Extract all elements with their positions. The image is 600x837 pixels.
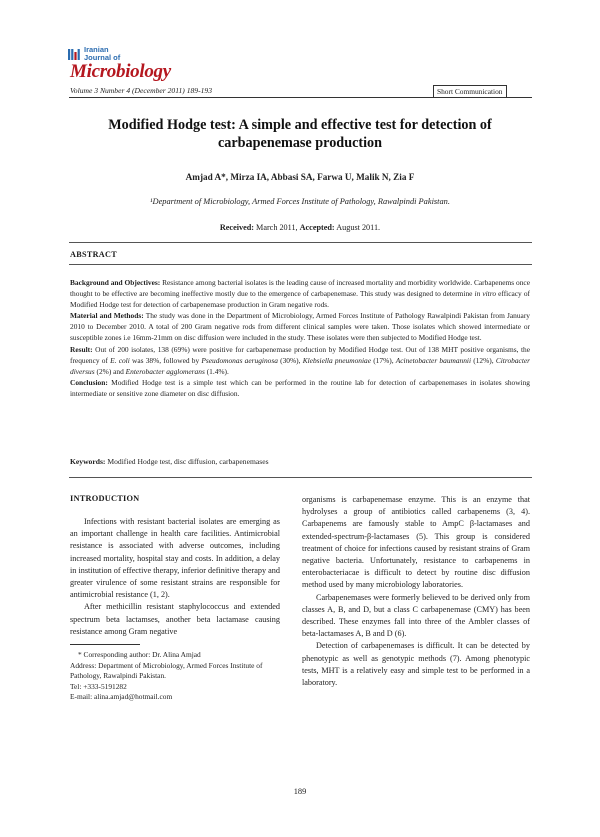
received-date: March 2011, (256, 223, 298, 232)
organism-klebsiella: Klebsiella pneumoniae (302, 355, 371, 365)
logo-line-journal-of: Journal of (84, 53, 121, 62)
result-text-g: (1.4%). (206, 366, 229, 376)
corresponding-author-footnote (70, 650, 292, 703)
abstract-top-rule (69, 242, 532, 243)
right-column (302, 494, 530, 689)
abstract-heading: ABSTRACT (70, 250, 117, 259)
author-email: E-mail: alina.amjad@hotmail.com (70, 692, 173, 702)
accepted-label: Accepted: (299, 223, 335, 232)
author-address: Address: Department of Microbiology, Armed Forces Institute of Pathology, Rawalpindi Pakistan. (70, 660, 263, 681)
background-label: Background and Objectives: (70, 278, 161, 287)
result-text-a: Out of 200 isolates, 138 (69%) were positive for carbapenemase production by Modified Hodge test. Out of 138 MHT positive organisms, the frequency of (70, 344, 530, 365)
title-line-2: carbapenemase production (217, 135, 383, 151)
header-divider (69, 97, 532, 98)
organism-enterobacter: Enterobacter agglomerans (125, 366, 205, 376)
title-line-1: Modified Hodge test: A simple and effective test for detection of (108, 117, 492, 133)
background-text-end: efficacy of Modified Hodge test for detection of carbapenemase production in Gram negative rods. (70, 289, 530, 310)
received-label: Received: (219, 223, 254, 232)
journal-logo-text (84, 46, 120, 62)
affiliation: ¹Department of Microbiology, Armed Forces Institute of Pathology, Rawalpindi Pakistan. (150, 197, 450, 206)
article-title (60, 116, 540, 152)
footnote-rule (70, 644, 140, 645)
methods-label: Material and Methods: (70, 311, 144, 321)
volume-line: Volume 3 Number 4 (December 2011) 189-193 (70, 86, 212, 95)
intro-right-paragraph-3: Detection of carbapenemases is difficult. It can be detected by phenotypic as well as genotypic methods (7). Among phenotypic tests, MHT is a relatively easy and simple test to be performed in a laboratory. (302, 641, 530, 688)
abstract-result (70, 344, 530, 377)
article-type-badge: Short Communication (433, 85, 507, 98)
journal-name: Microbiology (70, 61, 171, 82)
conclusion-text: Modified Hodge test is a simple test which can be performed in the routine lab for detection of carbapenemases in isolates showing intermediate or sensitive zone diameter on disc diffusion. (70, 377, 530, 398)
intro-paragraph-2: After methicillin resistant staphylococcus and extended spectrum beta lactamses, another beta lactamase causing resistance among Gram negative (70, 602, 280, 636)
page-number: 189 (293, 787, 307, 796)
corresponding-author: * Corresponding author: Dr. Alina Amjad (78, 650, 201, 659)
keywords-label: Keywords: (70, 457, 106, 466)
organism-pseudomonas: Pseudomonas aeruginosa (201, 355, 278, 365)
abstract-body (70, 277, 530, 399)
methods-text: The study was done in the Department of Microbiology, Armed Forces Institute of Pathology Rawalpindi Pakistan from January 2010 to December 2010. A total of 200 Gram negative rods from different clinical samples were taken. Those isolates which showed intermediate or susceptible zones i.e 16mm-21mm on disc diffusion were included in the study. These isolates were then subjected to Modified Hodge test. (70, 311, 530, 343)
left-column (70, 516, 280, 638)
accepted-date: August 2011. (336, 223, 381, 232)
organism-ecoli: E. coli (110, 355, 130, 365)
journal-logo-icon (68, 48, 82, 61)
keywords-rule (69, 477, 532, 478)
background-text: Resistance among bacterial isolates is the leading cause of increased mortality and morbidity worldwide. Carbapenems once thought to be effective are becoming ineffective mostly due to the emergence of carbapenemase. This study was designed to determine (70, 278, 530, 299)
result-label: Result: (70, 344, 93, 354)
logo-line-iranian: Iranian (84, 45, 109, 54)
abstract-heading-rule (69, 264, 532, 265)
conclusion-label: Conclusion: (70, 377, 108, 387)
organism-citrobacter: Citrobacter diversus (70, 355, 531, 376)
result-text-e: (12%), (473, 355, 494, 365)
author-list: Amjad A*, Mirza IA, Abbasi SA, Farwa U, Malik N, Zia F (185, 172, 415, 182)
intro-paragraph-1: Infections with resistant bacterial isolates are emerging as an important challenge in health care facilities. Antimicrobial resistance is associated with adverse outcomes, including increased mortality, hospital stay and costs. In addition, a delay in institution of effective therapy, inferior definitive therapy and greater virulence of some resistant strains are responsible for antimicrobial resistance (1, 2). (70, 517, 280, 600)
keywords (70, 457, 530, 466)
abstract-methods (70, 310, 530, 343)
introduction-heading: INTRODUCTION (70, 494, 140, 503)
author-tel: Tel: +333-5191282 (70, 681, 127, 691)
result-text-d: (17%), (373, 355, 394, 365)
intro-right-paragraph-2: Carbapenemases were formerly believed to be derived only from classes A, B, and D, but a class C carbapenemase (CMY) has been described. These enzymes fall into three of the Ambler classes of beta-lactamases A, B and D (6). (302, 592, 530, 639)
result-text-f: (2%) and (96, 366, 124, 376)
result-text-c: (30%), (280, 355, 301, 365)
background-italic: in vitro (474, 289, 497, 299)
abstract-conclusion (70, 377, 530, 399)
intro-right-paragraph-1: organisms is carbapenemase enzyme. This is an enzyme that hydrolyses a group of antibiotics called carbapenems (3, 4). Carbapenems are famously stable to AmpC β-lactamases and extended-spectrum-β-lactamases (5). This group is considered treatment of choice for infections caused by resistant strains of Gram negative bacteria. Unfortunately, resistance to carbapenems in enterobacteriacae is difficult to detect by routine disc diffusion method used by many microbiology laboratories. (302, 495, 530, 590)
keywords-text: Modified Hodge test, disc diffusion, carbapenemases (107, 457, 269, 466)
abstract-background (70, 277, 530, 310)
organism-acinetobacter: Acinetobacter baumannii (395, 355, 472, 365)
received-accepted-dates (60, 223, 540, 232)
result-text-b: was 38%, followed by (132, 355, 200, 365)
